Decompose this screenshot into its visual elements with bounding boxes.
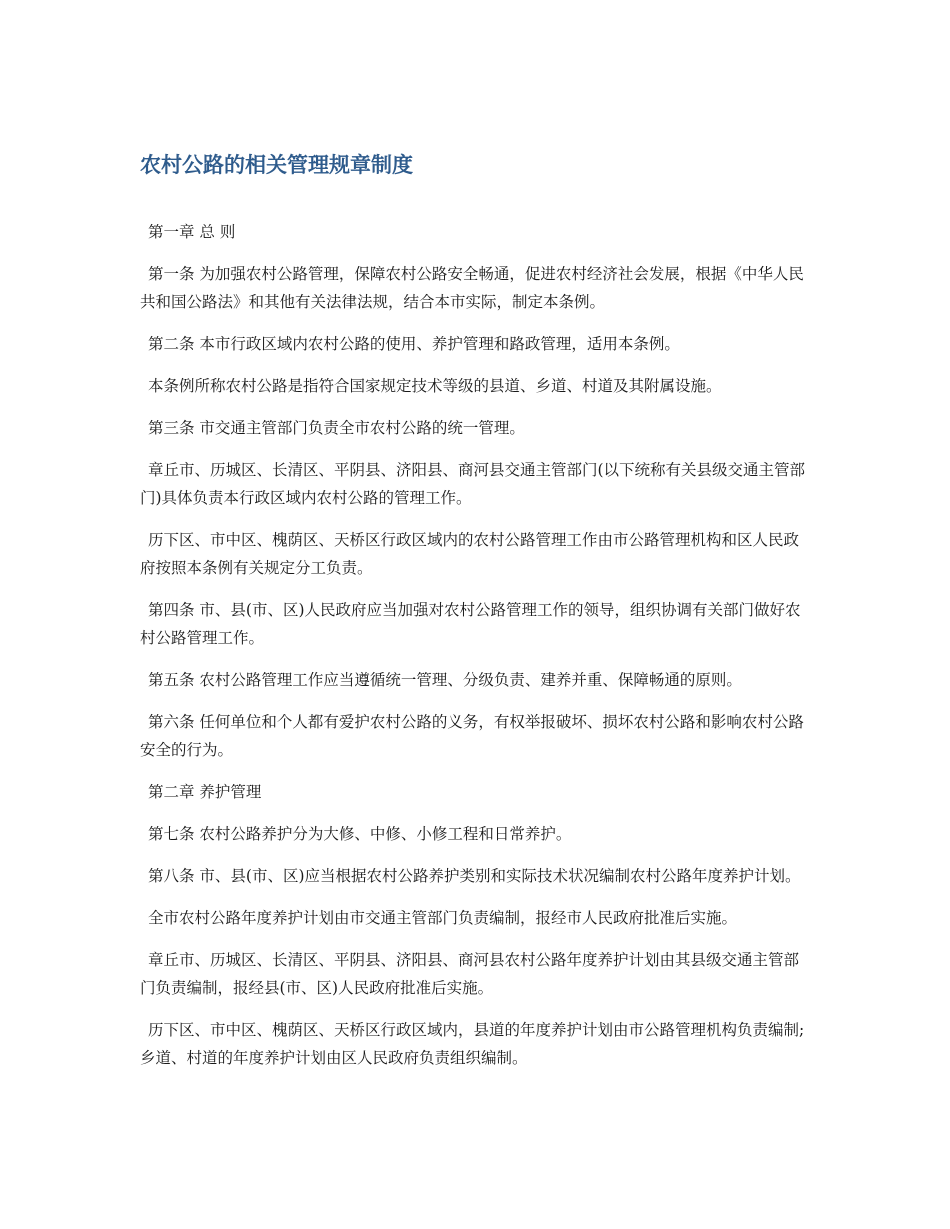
article-paragraph: 第四条 市、县(市、区)人民政府应当加强对农村公路管理工作的领导，组织协调有关部门做好农村公路管理工作。: [140, 601, 801, 647]
article-paragraph: 历下区、市中区、槐荫区、天桥区行政区域内的农村公路管理工作由市公路管理机构和区人民政府按照本条例有关规定分工负责。: [140, 531, 800, 577]
article-paragraph: 第三条 市交通主管部门负责全市农村公路的统一管理。: [148, 419, 525, 437]
document-body: [140, 218, 808, 1086]
article-paragraph: 第二条 本市行政区域内农村公路的使用、养护管理和路政管理，适用本条例。: [148, 335, 680, 353]
article-paragraph: 第五条 农村公路管理工作应当遵循统一管理、分级负责、建养并重、保障畅通的原则。: [148, 671, 742, 689]
article-paragraph: 第八条 市、县(市、区)应当根据农村公路养护类别和实际技术状况编制农村公路年度养护计划。: [148, 867, 801, 885]
article-paragraph: 第一条 为加强农村公路管理，保障农村公路安全畅通，促进农村经济社会发展，根据《中华人民共和国公路法》和其他有关法律法规，结合本市实际，制定本条例。: [140, 265, 804, 311]
article-paragraph: 第七条 农村公路养护分为大修、中修、小修工程和日常养护。: [148, 825, 572, 843]
article-paragraph: 章丘市、历城区、长清区、平阴县、济阳县、商河县交通主管部门(以下统称有关县级交通主管部门)具体负责本行政区域内农村公路的管理工作。: [140, 461, 806, 507]
document-title: 农村公路的相关管理规章制度: [140, 153, 413, 177]
article-paragraph: 章丘市、历城区、长清区、平阴县、济阳县、商河县农村公路年度养护计划由其县级交通主管部门负责编制，报经县(市、区)人民政府批准后实施。: [140, 951, 800, 997]
article-paragraph: 本条例所称农村公路是指符合国家规定技术等级的县道、乡道、村道及其附属设施。: [148, 377, 722, 395]
article-paragraph: 第六条 任何单位和个人都有爱护农村公路的义务，有权举报破坏、损坏农村公路和影响农村公路安全的行为。: [140, 713, 804, 759]
chapter-heading: 第二章 养护管理: [148, 783, 262, 801]
chapter-heading: 第一章 总 则: [148, 223, 236, 241]
article-paragraph: 历下区、市中区、槐荫区、天桥区行政区域内，县道的年度养护计划由市公路管理机构负责编制;乡道、村道的年度养护计划由区人民政府负责组织编制。: [140, 1021, 805, 1067]
article-paragraph: 全市农村公路年度养护计划由市交通主管部门负责编制，报经市人民政府批准后实施。: [148, 909, 738, 927]
